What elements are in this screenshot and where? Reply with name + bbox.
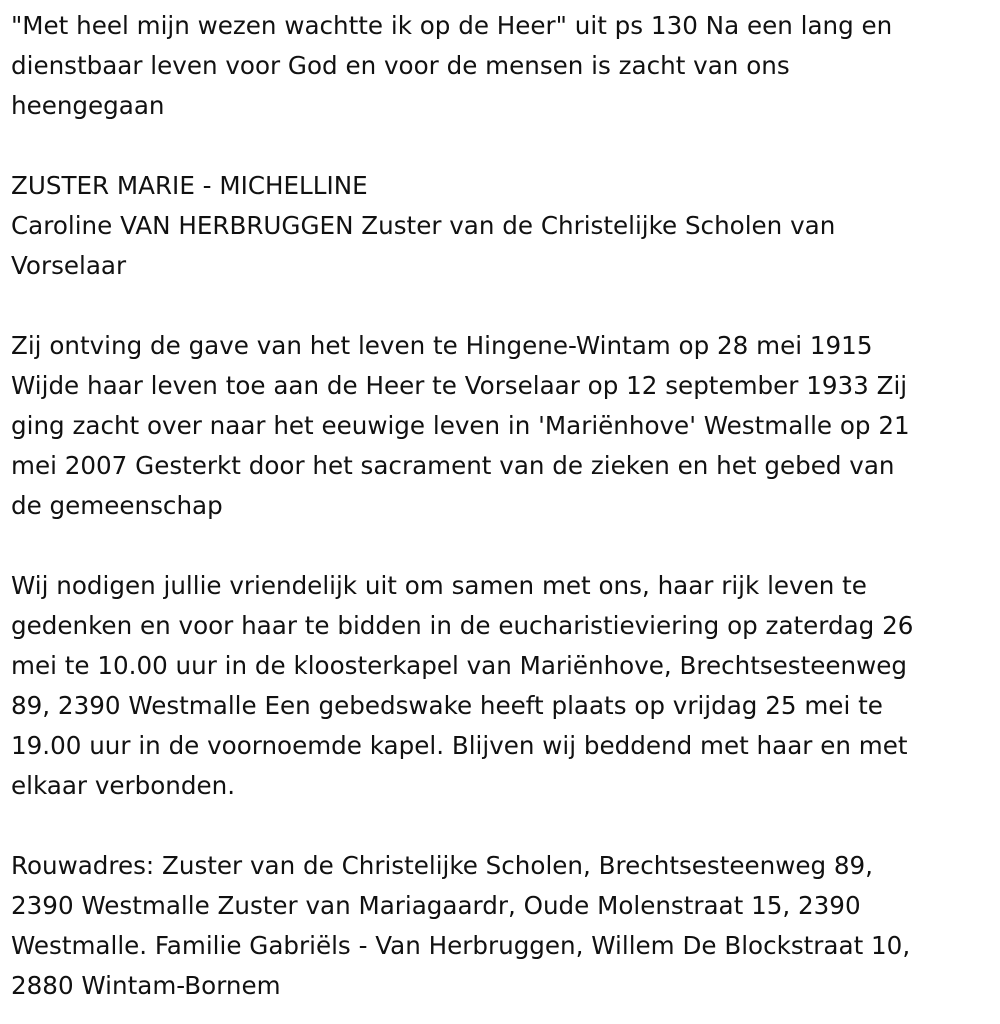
paragraph-gap (11, 126, 996, 166)
invitation-line: 89, 2390 Westmalle Een gebedswake heeft plaats op vrijdag 25 mei te (11, 691, 883, 720)
address-line: 2390 Westmalle Zuster van Mariagaardr, Oude Molenstraat 15, 2390 (11, 891, 861, 920)
deceased-name-line: Vorselaar (11, 251, 127, 280)
intro-paragraph (11, 6, 996, 126)
intro-line: dienstbaar leven voor God en voor de mensen is zacht van ons (11, 51, 790, 80)
address-line: 2880 Wintam-Bornem (11, 971, 281, 1000)
invitation-line: Wij nodigen jullie vriendelijk uit om samen met ons, haar rijk leven te (11, 571, 867, 600)
invitation-line: elkaar verbonden. (11, 771, 236, 800)
life-line: de gemeenschap (11, 491, 223, 520)
deceased-name-heading: ZUSTER MARIE - MICHELLINE (11, 171, 368, 200)
intro-line: "Met heel mijn wezen wachtte ik op de Heer" uit ps 130 Na een lang en (11, 11, 893, 40)
paragraph-gap (11, 806, 996, 846)
paragraph-gap (11, 286, 996, 326)
intro-line: heengegaan (11, 91, 165, 120)
obituary-document (11, 6, 996, 1006)
deceased-name-paragraph (11, 206, 996, 286)
life-paragraph (11, 326, 996, 526)
invitation-line: mei te 10.00 uur in de kloosterkapel van Mariënhove, Brechtsesteenweg (11, 651, 907, 680)
invitation-line: gedenken en voor haar te bidden in de eucharistieviering op zaterdag 26 (11, 611, 914, 640)
deceased-name-line: Caroline VAN HERBRUGGEN Zuster van de Christelijke Scholen van (11, 211, 836, 240)
address-paragraph (11, 846, 996, 1006)
life-line: Wijde haar leven toe aan de Heer te Vorselaar op 12 september 1933 Zij (11, 371, 908, 400)
invitation-line: 19.00 uur in de voornoemde kapel. Blijven wij beddend met haar en met (11, 731, 908, 760)
life-line: mei 2007 Gesterkt door het sacrament van de zieken en het gebed van (11, 451, 895, 480)
invitation-paragraph (11, 566, 996, 806)
life-line: Zij ontving de gave van het leven te Hingene-Wintam op 28 mei 1915 (11, 331, 873, 360)
life-line: ging zacht over naar het eeuwige leven in 'Mariënhove' Westmalle op 21 (11, 411, 910, 440)
paragraph-gap (11, 526, 996, 566)
deceased-title (11, 166, 996, 206)
address-line: Rouwadres: Zuster van de Christelijke Scholen, Brechtsesteenweg 89, (11, 851, 873, 880)
address-line: Westmalle. Familie Gabriëls - Van Herbruggen, Willem De Blockstraat 10, (11, 931, 911, 960)
